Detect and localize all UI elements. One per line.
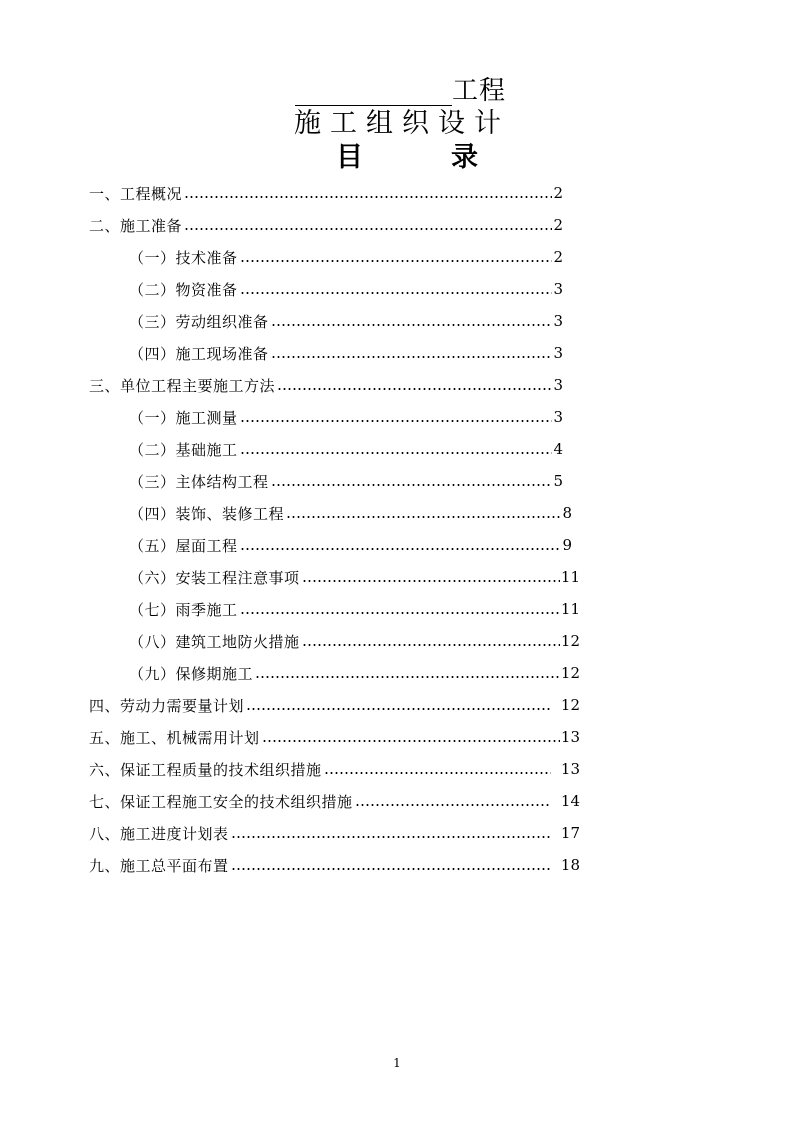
toc-entry[interactable] [129,433,563,465]
toc-entry[interactable] [89,785,580,817]
toc-entry[interactable] [89,689,580,721]
toc-leader-dots [246,689,551,721]
toc-leader-dots [240,241,553,273]
toc-entry[interactable] [129,273,563,305]
toc-entry-page: 12 [560,632,580,650]
toc-entry[interactable] [129,465,563,497]
toc-entry-page: 3 [553,376,563,394]
toc-entry-label: 七、保证工程施工安全的技术组织措施 [89,792,353,811]
toc-leader-dots [240,593,560,625]
toc-entry-page: 3 [553,408,563,426]
toc-entry[interactable] [89,817,580,849]
toc-entry[interactable] [89,849,580,881]
toc-leader-dots [240,433,553,465]
toc-entry[interactable] [129,497,572,529]
toc-leader-dots [262,721,560,753]
toc-entry[interactable] [89,209,563,241]
toc-leader-dots [184,177,552,209]
toc-leader-dots [271,337,553,369]
toc-entry-label: （四）装饰、装修工程 [129,504,285,523]
toc-entry[interactable] [129,593,580,625]
toc-entry-label: 五、施工、机械需用计划 [89,728,260,747]
toc-entry-page: 11 [560,600,580,618]
toc-entry-page: 5 [553,472,563,490]
toc-leader-dots [277,369,552,401]
toc-leader-dots [271,465,553,497]
toc-heading [336,141,478,175]
toc-entry-page: 2 [553,248,563,266]
toc-entry-label: （九）保修期施工 [129,664,254,683]
toc-entry-label: 六、保证工程质量的技术组织措施 [89,760,322,779]
toc-entry-label: （四）施工现场准备 [129,344,269,363]
toc-entry[interactable] [89,753,580,785]
toc-entry-page: 3 [553,280,563,298]
toc-entry[interactable] [89,369,563,401]
toc-entry-label: （七）雨季施工 [129,600,238,619]
toc-entry-page: 9 [562,536,572,554]
toc-entry-label: （五）屋面工程 [129,536,238,555]
toc-entry-page: 3 [553,344,563,362]
toc-entry[interactable] [129,241,563,273]
toc-entry-label: 一、工程概况 [89,184,183,203]
title-suffix: 工程 [452,76,507,106]
toc-leader-dots [255,657,560,689]
toc-entry[interactable] [129,337,563,369]
toc-leader-dots [324,753,551,785]
toc-leader-dots [240,401,553,433]
toc-entry-label: （三）劳动组织准备 [129,312,269,331]
toc-entry-page: 11 [560,568,580,586]
toc-entry-page: 2 [553,216,563,234]
toc-entry-page: 14 [560,792,580,810]
toc-heading-char-1: 目 [336,142,363,173]
toc-leader-dots [302,625,560,657]
toc-entry-label: （六）安装工程注意事项 [129,568,300,587]
toc-heading-char-2: 录 [451,142,478,173]
toc-entry-label: （一）施工测量 [129,408,238,427]
toc-entry-label: 四、劳动力需要量计划 [89,696,245,715]
toc-entry-label: 二、施工准备 [89,216,183,235]
toc-entry[interactable] [129,657,580,689]
toc-entry-label: （二）物资准备 [129,280,238,299]
toc-entry-page: 2 [553,184,563,202]
toc-entry[interactable] [89,721,580,753]
toc-entry-page: 13 [560,728,580,746]
toc-entry-label: （三）主体结构工程 [129,472,269,491]
document-title: 施工组织设计 [294,108,510,139]
toc-entry-label: （二）基础施工 [129,440,238,459]
toc-leader-dots [184,209,552,241]
toc-leader-dots [271,305,553,337]
project-name-blank [295,75,452,106]
toc-entry-label: （八）建筑工地防火措施 [129,632,300,651]
toc-leader-dots [240,529,562,561]
toc-leader-dots [286,497,561,529]
toc-entry-page: 13 [560,760,580,778]
toc-entry-label: 三、单位工程主要施工方法 [89,376,276,395]
toc-entry[interactable] [129,529,572,561]
toc-entry[interactable] [129,305,563,337]
toc-entry-page: 3 [553,312,563,330]
toc-entry-label: （一）技术准备 [129,248,238,267]
toc-entry[interactable] [129,401,563,433]
page-number: 1 [393,1056,401,1070]
toc-leader-dots [355,785,551,817]
toc-entry-page: 18 [560,856,580,874]
toc-entry-label: 九、施工总平面布置 [89,856,229,875]
toc-entry-page: 8 [562,504,572,522]
toc-entry-page: 12 [560,696,580,714]
toc-entry-page: 17 [560,824,580,842]
toc-leader-dots [231,817,551,849]
toc-entry[interactable] [129,561,580,593]
toc-entry[interactable] [129,625,580,657]
toc-leader-dots [240,273,553,305]
title-line-project [295,72,506,106]
toc-leader-dots [302,561,560,593]
toc-leader-dots [231,849,551,881]
toc-entry-page: 12 [560,664,580,682]
toc-entry[interactable] [89,177,563,209]
toc-entry-label: 八、施工进度计划表 [89,824,229,843]
toc-entry-page: 4 [553,440,563,458]
